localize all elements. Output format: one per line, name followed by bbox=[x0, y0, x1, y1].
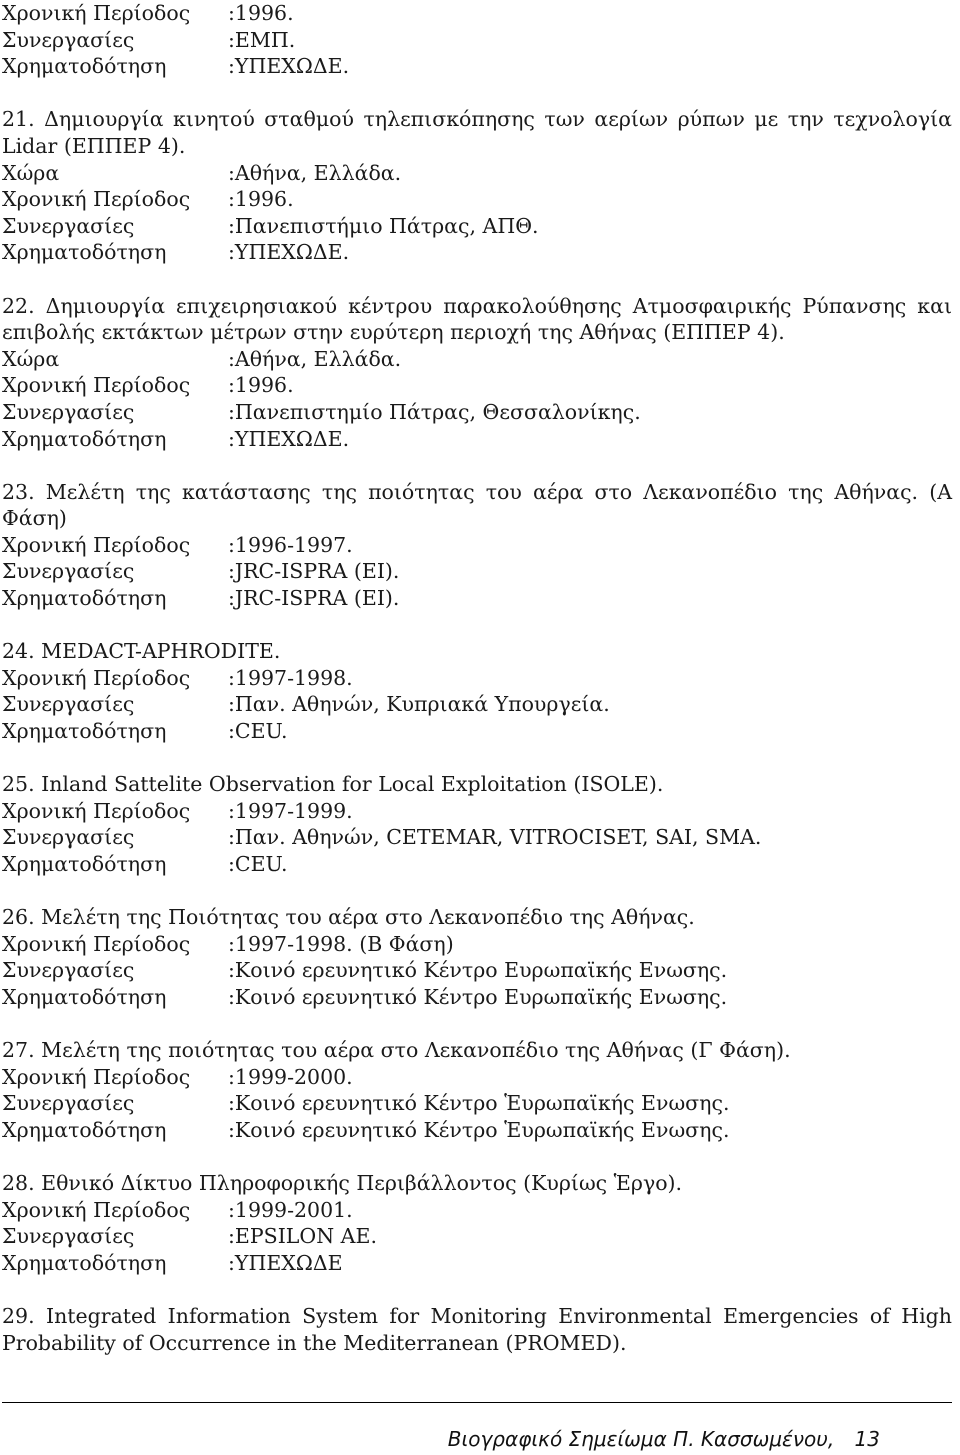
project-title-line: 21. Δημιουργία κινητού σταθμού τηλεπισκόπησης των αερίων ρύπων με την τεχνολογία bbox=[2, 107, 952, 132]
field-row bbox=[2, 1090, 952, 1117]
field-label: Χρονική Περίοδος bbox=[2, 931, 191, 956]
field-label: Χρονική Περίοδος bbox=[2, 373, 191, 398]
field-value: :ΥΠΕΧΩΔΕ. bbox=[228, 426, 350, 451]
field-value: :1996-1997. bbox=[228, 532, 353, 557]
field-value: :1996. bbox=[228, 1, 294, 25]
field-label: Χρηματοδότηση bbox=[2, 1250, 167, 1275]
field-value: :ΕΜΠ. bbox=[228, 27, 296, 52]
field-label: Χρηματοδότηση bbox=[2, 984, 167, 1009]
field-row bbox=[2, 1117, 952, 1144]
field-row bbox=[2, 160, 952, 187]
field-row bbox=[2, 27, 952, 54]
field-value: :ΥΠΕΧΩΔΕ. bbox=[228, 54, 350, 79]
field-value: :JRC-ISPRA (EI). bbox=[228, 586, 400, 611]
field-value: :EPSILON AE. bbox=[228, 1224, 377, 1249]
project-title-line: 22. Δημιουργία επιχειρησιακού κέντρου παρακολούθησης Ατμοσφαιρικής Ρύπανσης και bbox=[2, 293, 952, 318]
field-value: :Κοινό ερευνητικό Κέντρο Ἑυρωπαϊκής Ενωσης. bbox=[228, 1091, 730, 1116]
document-body bbox=[2, 0, 952, 1356]
field-value: :Παν. Αθηνών, CETEMAR, VITROCISET, SAI, SMA. bbox=[228, 825, 762, 850]
field-value: :1997-1998. (Β Φάση) bbox=[228, 931, 454, 956]
field-row bbox=[2, 1197, 952, 1224]
field-row bbox=[2, 691, 952, 718]
field-label: Χρηματοδότηση bbox=[2, 1117, 167, 1142]
field-label: Χρηματοδότηση bbox=[2, 54, 167, 79]
project-title-line: 25. Inland Sattelite Observation for Local Exploitation (ISOLE). bbox=[2, 772, 664, 797]
section-gap bbox=[2, 878, 952, 905]
field-label: Χρονική Περίοδος bbox=[2, 187, 191, 212]
field-value: :Αθήνα, Ελλάδα. bbox=[228, 160, 402, 185]
footer-text: Βιογραφικό Σημείωμα Π. Κασσωμένου, bbox=[447, 1427, 835, 1451]
field-row bbox=[2, 0, 952, 27]
field-label: Χρονική Περίοδος bbox=[2, 532, 191, 557]
field-label: Χώρα bbox=[2, 346, 60, 371]
field-row bbox=[2, 239, 952, 266]
field-label: Χρονική Περίοδος bbox=[2, 798, 191, 823]
section-gap bbox=[2, 266, 952, 293]
section-gap bbox=[2, 1277, 952, 1304]
field-value: :ΥΠΕΧΩΔΕ. bbox=[228, 240, 350, 265]
field-row bbox=[2, 984, 952, 1011]
field-label: Συνεργασίες bbox=[2, 825, 135, 850]
field-value: :1997-1999. bbox=[228, 798, 353, 823]
field-value: :1996. bbox=[228, 187, 294, 212]
field-row bbox=[2, 931, 952, 958]
field-value: :Κοινό ερευνητικό Κέντρο Ἑυρωπαϊκής Ενωσης. bbox=[228, 1117, 730, 1142]
project-title-line: επιβολής εκτάκτων μέτρων στην ευρύτερη περιοχή της Αθήνας (ΕΠΠΕΡ 4). bbox=[2, 320, 785, 345]
section-gap bbox=[2, 745, 952, 772]
field-value: :CEU. bbox=[228, 852, 288, 876]
field-label: Χρηματοδότηση bbox=[2, 852, 167, 876]
project-entry bbox=[2, 904, 952, 1010]
field-label: Χρηματοδότηση bbox=[2, 586, 167, 611]
field-value: :1997-1998. bbox=[228, 665, 353, 690]
field-value: :1999-2001. bbox=[228, 1197, 353, 1222]
project-title-line: 23. Μελέτη της κατάστασης της ποιότητας του αέρα στο Λεκανοπέδιο της Αθήνας. (Α bbox=[2, 479, 952, 504]
field-value: :ΥΠΕΧΩΔΕ bbox=[228, 1250, 343, 1275]
field-label: Συνεργασίες bbox=[2, 559, 135, 584]
project-entry bbox=[2, 638, 952, 744]
section-gap bbox=[2, 612, 952, 639]
field-value: :Πανεπιστήμιο Πάτρας, ΑΠΘ. bbox=[228, 213, 539, 238]
project-entry bbox=[2, 1037, 952, 1143]
field-label: Χρηματοδότηση bbox=[2, 426, 167, 451]
page-number: 13 bbox=[854, 1427, 880, 1451]
field-row bbox=[2, 372, 952, 399]
field-value: :JRC-ISPRA (EI). bbox=[228, 559, 400, 584]
field-row bbox=[2, 665, 952, 692]
project-entry bbox=[2, 479, 952, 612]
project-entry bbox=[2, 771, 952, 877]
project-title-line: 27. Μελέτη της ποιότητας του αέρα στο Λεκανοπέδιο της Αθήνας (Γ Φάση). bbox=[2, 1038, 791, 1063]
field-row bbox=[2, 186, 952, 213]
field-row bbox=[2, 851, 952, 878]
project-title-line: Probability of Occurrence in the Mediterranean (PROMED). bbox=[2, 1330, 627, 1355]
field-value: :Κοινό ερευνητικό Κέντρο Ευρωπαϊκής Ενωσης. bbox=[228, 984, 728, 1009]
field-row bbox=[2, 1223, 952, 1250]
project-entry bbox=[2, 293, 952, 453]
field-value: :Κοινό ερευνητικό Κέντρο Ευρωπαϊκής Ενωσης. bbox=[228, 958, 728, 983]
field-label: Χρονική Περίοδος bbox=[2, 1064, 191, 1089]
field-row bbox=[2, 718, 952, 745]
field-value: :CEU. bbox=[228, 719, 288, 744]
field-label: Συνεργασίες bbox=[2, 399, 135, 424]
field-label: Χώρα bbox=[2, 160, 60, 185]
field-label: Χρονική Περίοδος bbox=[2, 1197, 191, 1222]
project-title-line: Lidar (ΕΠΠΕΡ 4). bbox=[2, 133, 186, 158]
field-label: Συνεργασίες bbox=[2, 1091, 135, 1116]
field-value: :Πανεπιστημίο Πάτρας, Θεσσαλονίκης. bbox=[228, 399, 641, 424]
field-row bbox=[2, 213, 952, 240]
field-row bbox=[2, 798, 952, 825]
field-row bbox=[2, 558, 952, 585]
field-row bbox=[2, 1064, 952, 1091]
field-value: :1999-2000. bbox=[228, 1064, 353, 1089]
section-gap bbox=[2, 1011, 952, 1038]
field-row bbox=[2, 1250, 952, 1277]
footer-divider bbox=[2, 1402, 952, 1403]
field-row bbox=[2, 532, 952, 559]
project-title-line: 26. Μελέτη της Ποιότητας του αέρα στο Λεκανοπέδιο της Αθήνας. bbox=[2, 905, 695, 930]
field-row bbox=[2, 585, 952, 612]
field-label: Συνεργασίες bbox=[2, 213, 135, 238]
field-row bbox=[2, 426, 952, 453]
field-row bbox=[2, 957, 952, 984]
project-title-line: 24. MEDACT-APHRODITE. bbox=[2, 639, 281, 664]
project-title-line: 28. Εθνικό Δίκτυο Πληροφορικής Περιβάλλοντος (Κυρίως Ἑργο). bbox=[2, 1171, 683, 1196]
field-row bbox=[2, 399, 952, 426]
field-label: Συνεργασίες bbox=[2, 958, 135, 983]
project-entry bbox=[2, 1303, 952, 1356]
field-label: Συνεργασίες bbox=[2, 692, 135, 717]
field-value: :1996. bbox=[228, 373, 294, 398]
field-label: Χρηματοδότηση bbox=[2, 719, 167, 744]
project-entry bbox=[2, 106, 952, 266]
page-footer bbox=[448, 1427, 880, 1451]
field-value: :Αθήνα, Ελλάδα. bbox=[228, 346, 402, 371]
field-label: Συνεργασίες bbox=[2, 1224, 135, 1249]
field-label: Συνεργασίες bbox=[2, 27, 135, 52]
field-label: Χρηματοδότηση bbox=[2, 240, 167, 265]
project-title-line: 29. Integrated Information System for Monitoring Environmental Emergencies of High bbox=[2, 1304, 952, 1329]
field-value: :Παν. Αθηνών, Κυπριακά Υπουργεία. bbox=[228, 692, 610, 717]
section-gap bbox=[2, 452, 952, 479]
project-title-line: Φάση) bbox=[2, 506, 67, 531]
field-row bbox=[2, 53, 952, 80]
section-gap bbox=[2, 1144, 952, 1171]
project-entry bbox=[2, 1170, 952, 1276]
field-label: Χρονική Περίοδος bbox=[2, 1, 191, 25]
section-gap bbox=[2, 80, 952, 107]
field-row bbox=[2, 824, 952, 851]
field-label: Χρονική Περίοδος bbox=[2, 665, 191, 690]
field-row bbox=[2, 346, 952, 373]
